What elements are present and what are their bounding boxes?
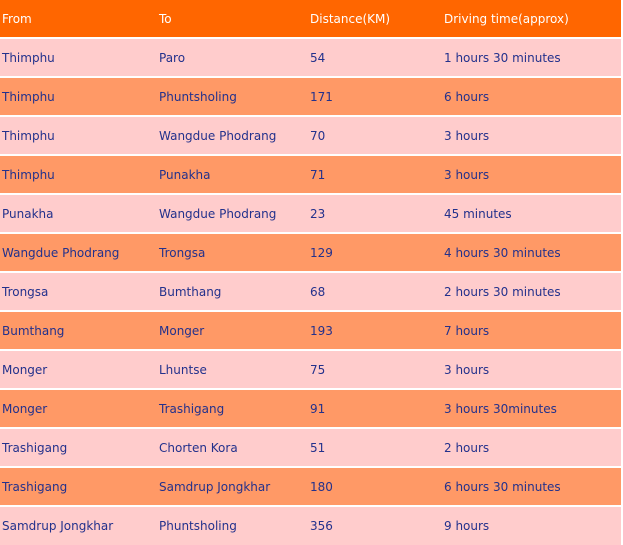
cell-from: Monger <box>0 351 157 390</box>
cell-distance: 54 <box>308 39 442 78</box>
cell-to: Phuntsholing <box>157 78 308 117</box>
cell-driving-time: 45 minutes <box>442 195 621 234</box>
cell-driving-time: 3 hours <box>442 156 621 195</box>
cell-driving-time: 2 hours <box>442 429 621 468</box>
cell-from: Trongsa <box>0 273 157 312</box>
cell-driving-time: 3 hours <box>442 117 621 156</box>
cell-distance: 356 <box>308 507 442 545</box>
cell-driving-time: 6 hours 30 minutes <box>442 468 621 507</box>
cell-from: Thimphu <box>0 78 157 117</box>
table-row <box>0 156 621 195</box>
cell-distance: 68 <box>308 273 442 312</box>
cell-distance: 23 <box>308 195 442 234</box>
cell-from: Samdrup Jongkhar <box>0 507 157 545</box>
table-row <box>0 390 621 429</box>
cell-distance: 70 <box>308 117 442 156</box>
table-row <box>0 312 621 351</box>
cell-distance: 51 <box>308 429 442 468</box>
cell-driving-time: 1 hours 30 minutes <box>442 39 621 78</box>
cell-distance: 75 <box>308 351 442 390</box>
table-row <box>0 195 621 234</box>
header-from: From <box>0 0 157 39</box>
cell-to: Chorten Kora <box>157 429 308 468</box>
table-row <box>0 351 621 390</box>
cell-distance: 171 <box>308 78 442 117</box>
cell-to: Trashigang <box>157 390 308 429</box>
table-row <box>0 78 621 117</box>
cell-from: Bumthang <box>0 312 157 351</box>
cell-driving-time: 6 hours <box>442 78 621 117</box>
cell-from: Thimphu <box>0 39 157 78</box>
cell-from: Thimphu <box>0 156 157 195</box>
cell-from: Wangdue Phodrang <box>0 234 157 273</box>
cell-to: Punakha <box>157 156 308 195</box>
table-row <box>0 429 621 468</box>
cell-to: Wangdue Phodrang <box>157 117 308 156</box>
header-distance: Distance(KM) <box>308 0 442 39</box>
cell-from: Monger <box>0 390 157 429</box>
table-header-row <box>0 0 621 39</box>
table-row <box>0 117 621 156</box>
cell-to: Trongsa <box>157 234 308 273</box>
cell-distance: 193 <box>308 312 442 351</box>
cell-driving-time: 3 hours <box>442 351 621 390</box>
cell-distance: 91 <box>308 390 442 429</box>
table-row <box>0 39 621 78</box>
cell-to: Monger <box>157 312 308 351</box>
cell-to: Phuntsholing <box>157 507 308 545</box>
cell-from: Trashigang <box>0 429 157 468</box>
cell-driving-time: 4 hours 30 minutes <box>442 234 621 273</box>
table-row <box>0 273 621 312</box>
cell-from: Trashigang <box>0 468 157 507</box>
header-driving-time: Driving time(approx) <box>442 0 621 39</box>
table-row <box>0 234 621 273</box>
cell-driving-time: 7 hours <box>442 312 621 351</box>
cell-to: Samdrup Jongkhar <box>157 468 308 507</box>
cell-from: Thimphu <box>0 117 157 156</box>
cell-to: Wangdue Phodrang <box>157 195 308 234</box>
cell-to: Paro <box>157 39 308 78</box>
cell-driving-time: 9 hours <box>442 507 621 545</box>
cell-to: Bumthang <box>157 273 308 312</box>
cell-driving-time: 2 hours 30 minutes <box>442 273 621 312</box>
cell-driving-time: 3 hours 30minutes <box>442 390 621 429</box>
cell-distance: 71 <box>308 156 442 195</box>
cell-to: Lhuntse <box>157 351 308 390</box>
cell-distance: 180 <box>308 468 442 507</box>
cell-from: Punakha <box>0 195 157 234</box>
cell-distance: 129 <box>308 234 442 273</box>
header-to: To <box>157 0 308 39</box>
table-row <box>0 507 621 545</box>
table-row <box>0 468 621 507</box>
